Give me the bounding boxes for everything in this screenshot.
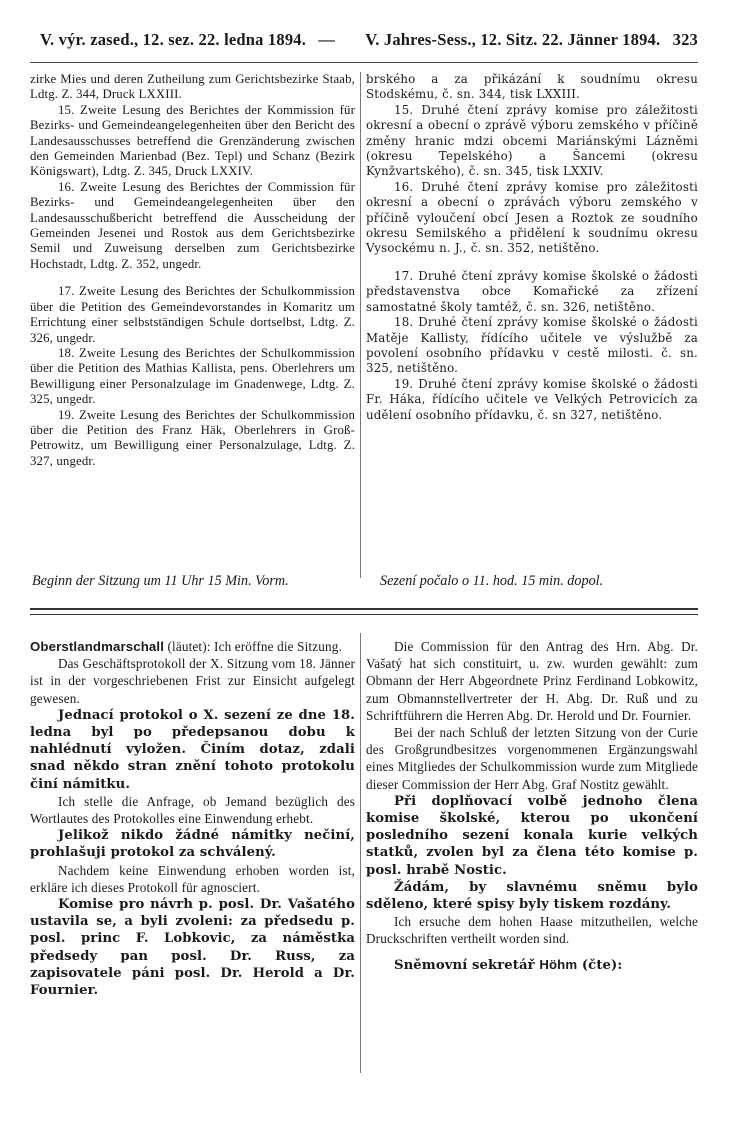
column-divider-upper [360,72,361,578]
agenda-item-16-cz: 16. Druhé čtení zprávy komise pro záležitosti okresní a obecní o zprávách výboru zemského v příčině vyloučení obcí Jesen a Roztok ze soudního okresu Semilského a přidělení k soudnímu okresu Vysockému n. J., č. sn. 352, netištěno. [366,179,698,256]
section-double-rule [30,608,698,615]
agenda-item-17: 17. Zweite Lesung des Berichtes der Schulkommission über die Petition des Gemeindevorstandes in Komaritz um Errichtung einer selbstständigen Schule dortselbst, Ldtg. Z. 326, ungedr. [30,284,355,345]
protocol-approved-cz: Jelikož nikdo žádné námitky nečiní, prohlašuji protokol za schválený. [30,828,355,861]
header-right: V. Jahres-Sess., 12. Sitz. 22. Jänner 1894. 323 [365,30,698,49]
session-start-cz: Sezení počalo o 11. hod. 15 min. dopol. [380,573,604,589]
agenda-item-15: 15. Zweite Lesung des Berichtes der Kommission für Bezirks- und Gemeindeangelegenheiten über den Bericht des Landesausschusses betreffend die Grenzänderung zwischen den Gemeinden Marienbad (Bez. Tepl) und Schanz (Bezirk Königswart), Ldtg. Z. 345, Druck LXXIV. [30,102,355,179]
session-start-de: Beginn der Sitzung um 11 Uhr 15 Min. Vorm. [32,573,289,589]
lower-right-column [366,638,698,974]
header-left: V. výr. zased., 12. sez. 22. ledna 1894. — [40,30,336,49]
objection-query-de: Ich stelle die Anfrage, ob Jemand bezüglich des Wortlautes des Protokolles eine Einwendung erhebt. [30,793,355,827]
commission-constituted-cz: Komise pro návrh p. posl. Dr. Vašatého ustavila se, a byli zvoleni: za předsedu p. posl. princ F. Lobkovic, za náměstka předsedy pan posl. Dr. Russ, za zapisovatele páni posl. Dr. Herold a Dr. Fournier. [30,897,355,999]
agenda-item-cont: zirke Mies und deren Zutheilung zum Gerichtsbezirke Staab, Ldtg. Z. 344, Druck LXXIII. [30,72,355,102]
header-rule [30,62,698,63]
agenda-item-18-cz: 18. Druhé čtení zprávy komise školské o žádosti Matěje Kallisty, řídícího učitele ve výslužbě za povolení osobního přídavku v cestě milosti. č. sn. 325, netištěno. [366,315,698,376]
upper-left-column [30,72,355,469]
agenda-item-15-cz: 15. Druhé čtení zprávy komise pro záležitosti okresní a obecní o zprávě výboru zemského v příčině změny hranic mdzi obcemi Mariánskými Lázněmi (okresu Tepelského) a Šancemi (okresu Kynžvartského), č. sn. 345, tisk LXXIV. [366,102,698,179]
agenda-item-cont-cz: brského a za přikázání k soudnímu okresu Stodskému, č. sn. 344, tisk LXXIII. [366,72,698,102]
upper-right-column [366,72,698,423]
supplementary-election-cz: Při doplňovací volbě jednoho člena komise školské, kterou po ukončení posledního sezení konala kurie velkých statků, zvolen byl za člena této komise p. posl. hrabě Nostic. [366,793,698,878]
protocol-notice-de: Das Geschäftsprotokoll der X. Sitzung vom 18. Jänner ist in der vorgeschriebenen Frist zur Einsicht aufgelegt gewesen. [30,656,355,706]
speaker-hohm: Höhm [539,956,578,972]
lower-left-column [30,638,355,999]
protocol-notice-cz: Jednací protokol o X. sezení ze dne 18. ledna byl po předepsanou dobu k nahlédnutí vyložen. Činím dotaz, zdali snad někdo stran znění tohoto protokolu činí námitku. [30,707,355,792]
speech-opening: Oberstlandmarschall (läutet): Ich eröffne die Sitzung. [30,639,342,654]
printed-matter-request-de: Ich ersuche dem hohen Haase mitzutheilen, welche Druckschriften vertheilt worden sind. [366,914,698,947]
protocol-approved-de: Nachdem keine Einwendung erhoben worden ist, erkläre ich dieses Protokoll für agnosciert. [30,862,355,895]
agenda-item-19: 19. Zweite Lesung des Berichtes der Schulkommission über die Petition des Franz Häk, Oberlehrers in Groß-Petrowitz, um Bewilligung einer Personalzulage, Ldtg. Z. 327, ungedr. [30,407,355,468]
agenda-item-18: 18. Zweite Lesung des Berichtes der Schulkommission über die Petition des Mathias Kallista, pens. Oberlehrers um Bewilligung einer Personalzulage im Gnadenwege, Ldtg. Z. 325, ungedr. [30,345,355,407]
agenda-item-17-cz: 17. Druhé čtení zprávy komise školské o žádosti představenstva obce Komařické za zřízení samostatné školy tamtéž, č. sn. 326, netištěno. [366,268,698,314]
commission-constituted-de: Die Commission für den Antrag des Hrn. Abg. Dr. Vašatý hat sich constituirt, u. zw. wurden gewählt: zum Obmann der Herr Abgeordnete Prinz Ferdinand Lobkowitz, zum Obmannstellvertreter der H. Abg. Dr. Ruß und zu Schriftführern die Herren Abg. Dr. Herold und Dr. Fournier. [366,639,698,723]
agenda-item-16: 16. Zweite Lesung des Berichtes der Commission für Bezirks- und Gemeindeangelegenheiten über den Landesausschußbericht betreffend die Ausscheidung der Gemeinden Jesenei und Rostok aus dem Gerichtsbezirke Semil und Zuweisung derselben zum Gerichtsbezirke Hochstadt, Ldtg. Z. 352, ungedr. [30,179,355,271]
speaker-oberstlandmarschall: Oberstlandmarschall [30,639,165,654]
page-number: 323 [672,30,698,49]
agenda-item-19-cz: 19. Druhé čtení zprávy komise školské o žádosti Fr. Háka, řídícího učitele ve Velkých Petrovicích za udělení osobního přídavku, č. sn 327, netištěno. [366,376,698,422]
speech-secretary: Sněmovní sekretář Höhm (čte): [394,956,623,973]
column-divider-lower [360,633,361,1073]
supplementary-election-de: Bei der nach Schluß der letzten Sitzung von der Curie des Großgrundbesitzes vorgenommenen Ergänzungswahl eines Mitgliedes der Schulkommission wurde zum Mitgliede dieser Commission der Herr Abg. Graf Nostitz gewählt. [366,725,698,792]
printed-matter-request-cz: Žádám, by slavnému sněmu bylo sděleno, které spisy byly tiskem rozdány. [366,879,698,913]
